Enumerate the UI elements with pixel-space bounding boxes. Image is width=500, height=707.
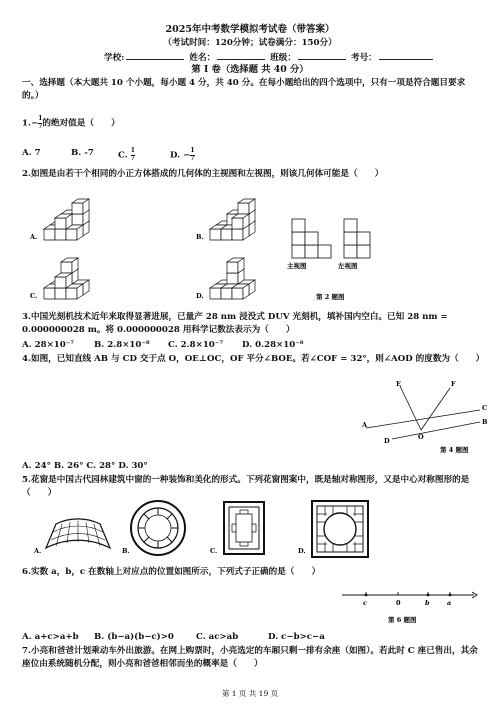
exam-no-blank[interactable]: [379, 50, 433, 60]
q2-label-b: B.: [196, 233, 204, 241]
q4-options: A. 24° B. 26° C. 28° D. 30°: [22, 461, 148, 471]
q3-option-c: C. 2.8×10⁻⁷: [168, 340, 224, 350]
left-view-label: 左视图: [338, 262, 358, 270]
q6-option-b: B. (b−a)(b−c)>0: [94, 632, 174, 642]
exam-info: （考试时间：120分钟；试卷满分：150分）: [163, 38, 337, 48]
window-fan: [46, 519, 110, 548]
class-label: 班级：: [270, 53, 296, 63]
q6-stem: 6.实数 a，b，c 在数轴上对应点的位置如图所示，下列式子正确的是（ ）: [22, 567, 321, 577]
window-rect: [224, 502, 264, 554]
label-c: c: [363, 599, 367, 607]
q6-option-d: D. c−b>c−a: [268, 632, 325, 642]
q1-fraction: $\frac{1}{7}$: [38, 115, 43, 130]
section-heading: 一、选择题（本大题共 10 个小题，每小题 4 分，共 40 分。在每小题给出的四个选项中，只有一项是符合题目要求的。）: [22, 78, 466, 101]
q4-label-b: B: [482, 418, 488, 426]
q1-stem: 1.− $\frac{1}{7}$ 的绝对值是（ ）: [22, 115, 120, 130]
q2-label-c: C.: [30, 292, 38, 300]
q5-label-b: B.: [122, 547, 130, 555]
exam-no-label: 考号：: [350, 53, 377, 63]
name-blank[interactable]: [217, 50, 265, 60]
q4-figure: [362, 380, 492, 455]
page-footer: 第 1 页 共 19 页: [221, 689, 279, 698]
label-a: a: [447, 599, 452, 607]
q6-option-c: C. ac>ab: [196, 632, 239, 642]
q2-stem: 2.如图是由若干个相同的小正方体搭成的几何体的主视图和左视图，则该几何体可能是（ ）: [22, 169, 384, 179]
q3-option-a: A. 28×10⁻⁷: [22, 340, 75, 350]
q7-stem: 7.小亮和爸爸计划乘动车外出旅游。在网上购票时，小亮选定的车厢只剩一排有余座（如图）。若此时 C 座已售出，其余座位由系统随机分配，则小亮和爸爸相邻而坐的概率是（ ）: [22, 646, 478, 669]
front-view-label: 主视图: [287, 262, 307, 270]
school-blank[interactable]: [126, 50, 184, 60]
q6-caption: 第 6 题图: [388, 616, 417, 624]
info-line: [104, 50, 435, 64]
solid-a: [44, 199, 89, 240]
q5-label-c: C.: [210, 547, 218, 555]
q2-figure: [0, 182, 500, 322]
q1-option-b: B. -7: [71, 148, 94, 158]
q3-option-d: D. 0.28×10⁻⁸: [242, 340, 304, 350]
q4-label-e: E: [396, 380, 401, 388]
q4-label-f: F: [451, 380, 456, 388]
q2-label-d: D.: [196, 292, 204, 300]
q2-label-a: A.: [30, 233, 38, 241]
part-title: 第 Ⅰ 卷（选择题 共 40 分）: [191, 64, 309, 75]
class-blank[interactable]: [298, 50, 346, 60]
q5-label-d: D.: [298, 547, 306, 555]
page-title: 2025年中考数学模拟考试卷（带答案）: [165, 24, 335, 35]
q4-label-a: A: [362, 421, 368, 429]
solid-c: [44, 258, 89, 299]
q3-stem: 3.中国光刻机技术近年来取得显著进展，已量产 28 nm 浸没式 DUV 光刻机，填补国内空白。已知 28 nm = 0.000000028 m。将 0.000000028 用科学记数法表示为（ ）: [22, 312, 448, 335]
q2-caption: 第 2 题图: [316, 293, 345, 301]
solid-b: [210, 199, 255, 240]
q4-stem: 4.如图，已知直线 AB 与 CD 交于点 O，OE⊥OC，OF 平分∠BOE。若∠COF = 32°，则∠AOD 的度数为（ ）: [22, 354, 485, 364]
q1-option-a: A. 7: [22, 148, 41, 158]
q5-stem: 5.花窗是中国古代园林建筑中窗的一种装饰和美化的形式。下列花窗图案中，既是轴对称图形，又是中心对称图形的是（ ）: [22, 475, 470, 498]
q3-option-b: B. 2.8×10⁻⁸: [94, 340, 150, 350]
q5-figure: [0, 500, 500, 570]
q1-option-d: D. − $\frac{1}{7}$: [170, 147, 195, 162]
window-round: [131, 501, 185, 555]
label-zero: 0: [396, 599, 401, 607]
name-label: 姓名：: [189, 53, 216, 63]
school-label: 学校:: [104, 53, 125, 63]
window-lattice: [312, 501, 368, 557]
q6-number-line: [342, 586, 482, 626]
left-view: [344, 219, 370, 258]
q4-label-c: C: [482, 404, 488, 412]
label-b: b: [425, 599, 430, 607]
q5-label-a: A.: [34, 547, 42, 555]
q4-label-d: D: [384, 437, 390, 445]
q1-option-c: C. $\frac{1}{7}$: [118, 147, 135, 162]
q4-caption: 第 4 题图: [440, 446, 469, 454]
solid-d: [210, 258, 255, 299]
front-view: [292, 219, 331, 258]
q6-option-a: A. a+c>a+b: [22, 632, 79, 642]
q4-label-o: O: [418, 433, 424, 441]
